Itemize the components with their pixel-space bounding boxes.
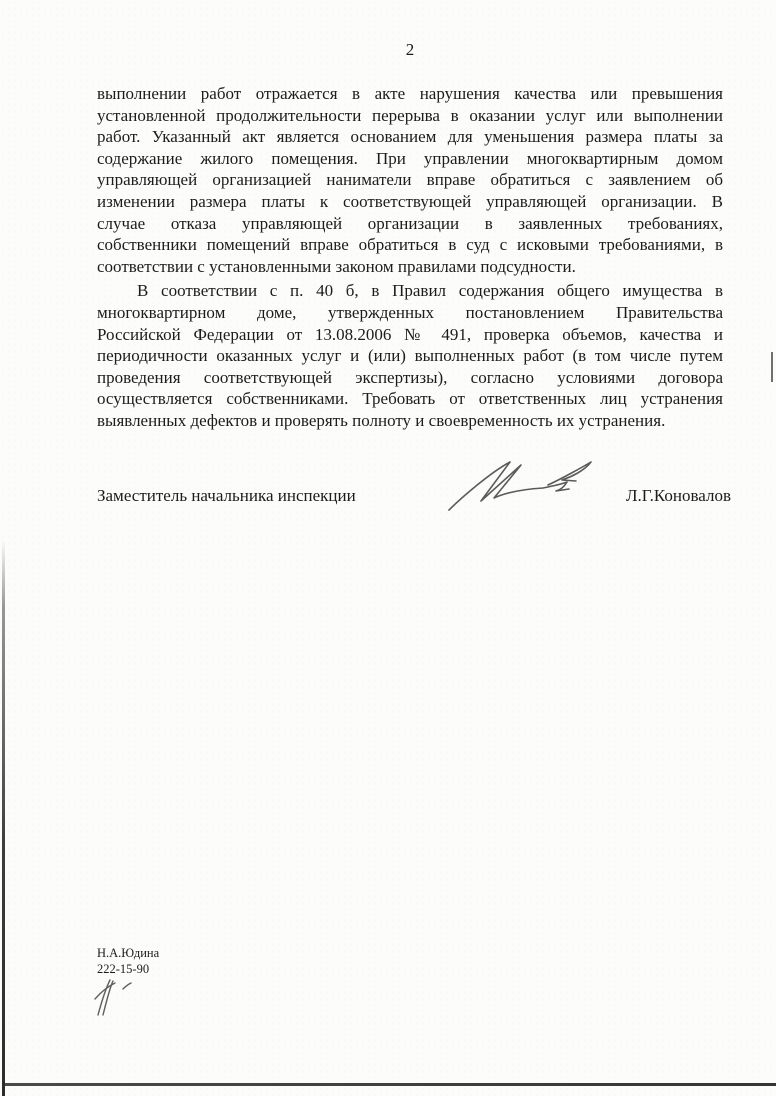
scan-left-edge-line: [2, 540, 5, 1096]
text-line: случае отказа управляющей организации в заявленных требованиях,: [97, 213, 723, 233]
executor-initials-scribble: [91, 975, 143, 1019]
scan-right-edge-mark: [771, 352, 773, 382]
document-body: [97, 83, 723, 432]
text-line: В соответствии с п. 40 б, в Правил содержания общего имущества в: [137, 281, 723, 301]
text-line: проведения соответствующей экспертизы), согласно условиями договора: [97, 367, 723, 387]
text-line: выявленных дефектов и проверять полноту и своевременность их устранения.: [97, 410, 666, 430]
signatory-title: Заместитель начальника инспекции: [97, 486, 356, 505]
paragraph-2: [97, 280, 723, 431]
text-line: работ. Указанный акт является основанием для уменьшения размера платы за: [97, 127, 723, 147]
text-line: установленной продолжительности перерыва в оказании услуг или выполнении: [97, 105, 723, 125]
text-line: изменении размера платы к соответствующей управляющей организации. В: [97, 191, 723, 211]
text-line: многоквартирном доме, утвержденных постановлением Правительства: [97, 302, 723, 322]
signatory-name: Л.Г.Коновалов: [625, 486, 731, 505]
paragraph-1: [97, 83, 723, 277]
scan-bottom-edge-line: [5, 1083, 776, 1086]
page-number: 2: [405, 40, 415, 59]
text-line: содержание жилого помещения. При управлении многоквартирным домом: [97, 148, 723, 168]
text-line: Российской Федерации от 13.08.2006 № 491, проверка объемов, качества и: [97, 324, 723, 344]
text-line: периодичности оказанных услуг и (или) выполненных работ (в том числе путем: [97, 346, 723, 366]
text-line: соответствии с установленными законом правилами подсудности.: [97, 256, 576, 276]
executor-phone: 222-15-90: [97, 962, 150, 976]
text-line: выполнении работ отражается в акте нарушения качества или превышения: [97, 84, 723, 103]
executor-name: Н.А.Юдина: [97, 946, 160, 960]
text-line: управляющей организацией наниматели вправе обратиться с заявлением об: [97, 170, 723, 190]
text-line: осуществляется собственниками. Требовать от ответственных лиц устранения: [97, 389, 723, 409]
executor-block: [97, 945, 159, 977]
signature-scribble: [443, 446, 608, 516]
text-line: собственники помещений вправе обратиться в суд с исковыми требованиями, в: [97, 235, 723, 255]
